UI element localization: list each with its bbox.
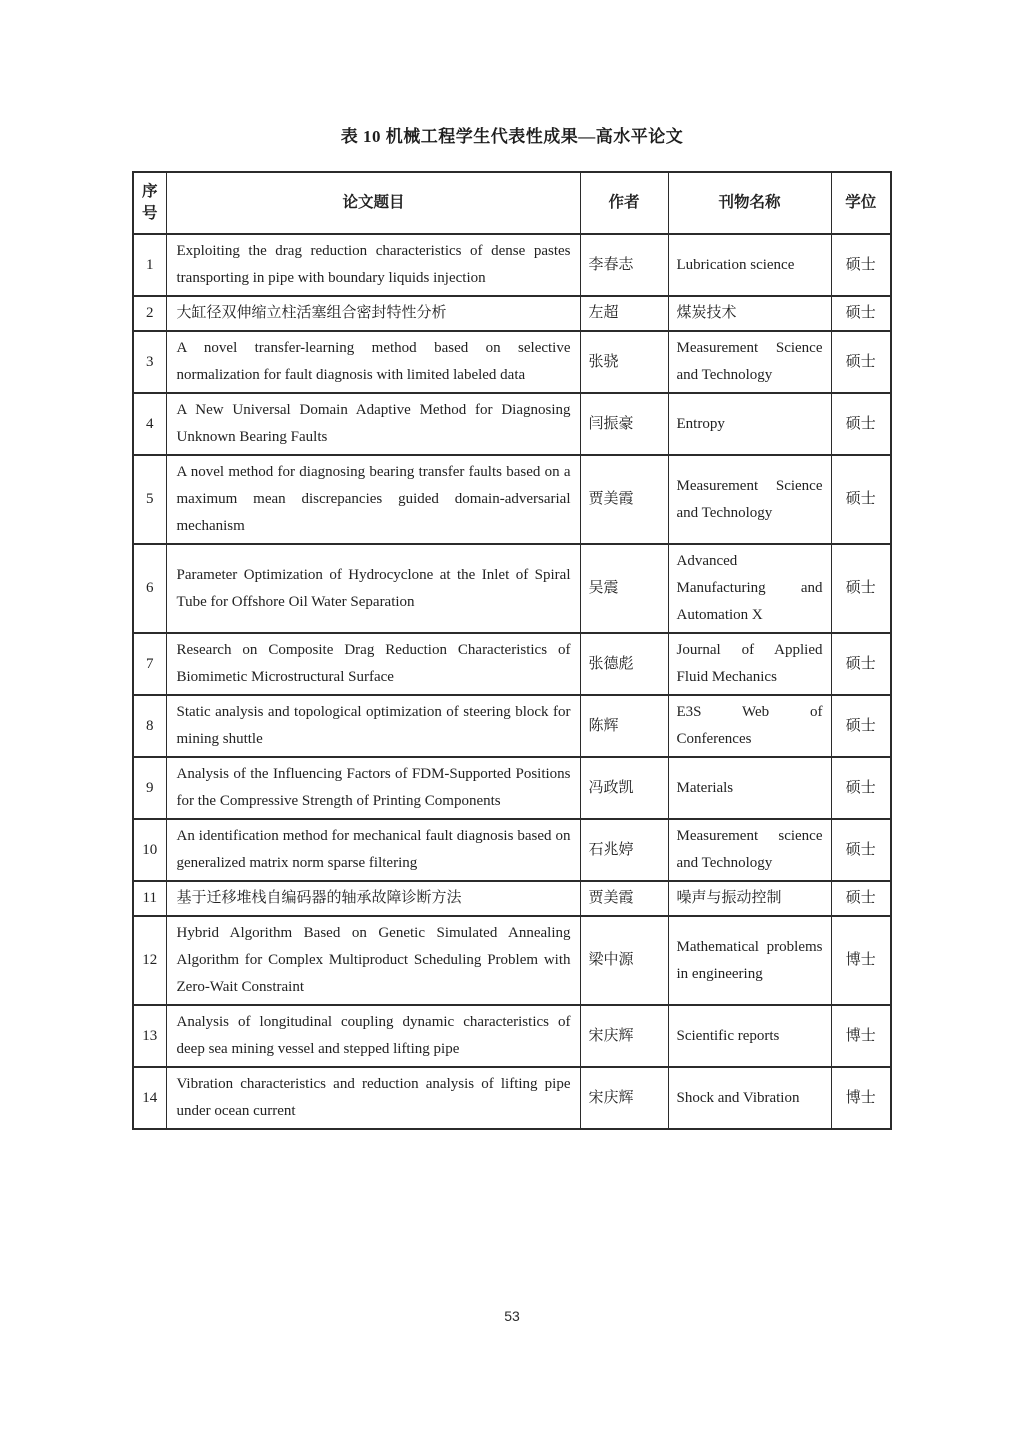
cell-author: 左超 <box>580 296 668 331</box>
cell-author: 陈辉 <box>580 695 668 757</box>
cell-title: Hybrid Algorithm Based on Genetic Simulated Annealing Algorithm for Complex Multiproduct Scheduling Problem with Zero-Wait Constraint <box>166 916 580 1005</box>
cell-degree: 博士 <box>831 1005 891 1067</box>
cell-journal: Entropy <box>668 393 831 455</box>
cell-degree: 硕士 <box>831 633 891 695</box>
cell-index: 13 <box>133 1005 166 1067</box>
cell-index: 4 <box>133 393 166 455</box>
cell-title: Static analysis and topological optimization of steering block for mining shuttle <box>166 695 580 757</box>
papers-table <box>132 171 892 1130</box>
paper-row <box>133 757 891 819</box>
paper-row <box>133 1005 891 1067</box>
header-degree: 学位 <box>831 172 891 234</box>
cell-journal: E3S Web of Conferences <box>668 695 831 757</box>
cell-degree: 博士 <box>831 1067 891 1129</box>
paper-row <box>133 695 891 757</box>
paper-row <box>133 916 891 1005</box>
cell-title: Research on Composite Drag Reduction Characteristics of Biomimetic Microstructural Surface <box>166 633 580 695</box>
table-header-row <box>133 172 891 234</box>
cell-index: 6 <box>133 544 166 633</box>
cell-degree: 硕士 <box>831 757 891 819</box>
cell-title: 基于迁移堆栈自编码器的轴承故障诊断方法 <box>166 881 580 916</box>
cell-degree: 硕士 <box>831 393 891 455</box>
cell-index: 11 <box>133 881 166 916</box>
cell-title: Parameter Optimization of Hydrocyclone at the Inlet of Spiral Tube for Offshore Oil Water Separation <box>166 544 580 633</box>
cell-degree: 硕士 <box>831 819 891 881</box>
cell-journal: Measurement Science and Technology <box>668 331 831 393</box>
cell-title: 大缸径双伸缩立柱活塞组合密封特性分析 <box>166 296 580 331</box>
cell-degree: 硕士 <box>831 331 891 393</box>
cell-degree: 硕士 <box>831 455 891 544</box>
cell-author: 李春志 <box>580 234 668 296</box>
header-author: 作者 <box>580 172 668 234</box>
cell-journal: Journal of Applied Fluid Mechanics <box>668 633 831 695</box>
cell-journal: Scientific reports <box>668 1005 831 1067</box>
cell-author: 张骁 <box>580 331 668 393</box>
table-caption: 表 10 机械工程学生代表性成果—高水平论文 <box>340 127 684 146</box>
cell-title: Analysis of the Influencing Factors of FDM-Supported Positions for the Compressive Strength of Printing Components <box>166 757 580 819</box>
cell-index: 8 <box>133 695 166 757</box>
cell-journal: 噪声与振动控制 <box>668 881 831 916</box>
header-index: 序号 <box>133 172 166 234</box>
page-number: 53 <box>504 1308 520 1324</box>
paper-row <box>133 819 891 881</box>
cell-index: 10 <box>133 819 166 881</box>
cell-journal: 煤炭技术 <box>668 296 831 331</box>
cell-index: 3 <box>133 331 166 393</box>
paper-row <box>133 1067 891 1129</box>
cell-journal: Mathematical problems in engineering <box>668 916 831 1005</box>
cell-author: 贾美霞 <box>580 455 668 544</box>
cell-degree: 硕士 <box>831 695 891 757</box>
cell-title: A New Universal Domain Adaptive Method for Diagnosing Unknown Bearing Faults <box>166 393 580 455</box>
cell-author: 闫振豪 <box>580 393 668 455</box>
cell-title: Analysis of longitudinal coupling dynamic characteristics of deep sea mining vessel and stepped lifting pipe <box>166 1005 580 1067</box>
cell-index: 2 <box>133 296 166 331</box>
cell-journal: Measurement science and Technology <box>668 819 831 881</box>
cell-index: 12 <box>133 916 166 1005</box>
header-title: 论文题目 <box>166 172 580 234</box>
cell-title: A novel transfer-learning method based on selective normalization for fault diagnosis with limited labeled data <box>166 331 580 393</box>
cell-author: 吴震 <box>580 544 668 633</box>
cell-journal: Advanced Manufacturing and Automation X <box>668 544 831 633</box>
cell-author: 贾美霞 <box>580 881 668 916</box>
cell-journal: Shock and Vibration <box>668 1067 831 1129</box>
cell-author: 宋庆辉 <box>580 1067 668 1129</box>
cell-author: 梁中源 <box>580 916 668 1005</box>
paper-row <box>133 455 891 544</box>
paper-row <box>133 331 891 393</box>
cell-journal: Lubrication science <box>668 234 831 296</box>
cell-author: 石兆婷 <box>580 819 668 881</box>
cell-journal: Materials <box>668 757 831 819</box>
paper-row <box>133 296 891 331</box>
papers-tbody <box>133 234 891 1129</box>
paper-row <box>133 633 891 695</box>
cell-author: 宋庆辉 <box>580 1005 668 1067</box>
cell-index: 5 <box>133 455 166 544</box>
cell-journal: Measurement Science and Technology <box>668 455 831 544</box>
cell-author: 张德彪 <box>580 633 668 695</box>
cell-degree: 硕士 <box>831 544 891 633</box>
paper-row <box>133 234 891 296</box>
cell-title: A novel method for diagnosing bearing transfer faults based on a maximum mean discrepancies guided domain-adversarial mechanism <box>166 455 580 544</box>
paper-row <box>133 393 891 455</box>
cell-title: Exploiting the drag reduction characteristics of dense pastes transporting in pipe with boundary liquids injection <box>166 234 580 296</box>
cell-degree: 博士 <box>831 916 891 1005</box>
cell-author: 冯政凯 <box>580 757 668 819</box>
cell-degree: 硕士 <box>831 234 891 296</box>
cell-degree: 硕士 <box>831 296 891 331</box>
paper-row <box>133 881 891 916</box>
cell-index: 9 <box>133 757 166 819</box>
cell-index: 7 <box>133 633 166 695</box>
cell-title: An identification method for mechanical fault diagnosis based on generalized matrix norm sparse filtering <box>166 819 580 881</box>
paper-row <box>133 544 891 633</box>
header-journal: 刊物名称 <box>668 172 831 234</box>
cell-index: 14 <box>133 1067 166 1129</box>
cell-index: 1 <box>133 234 166 296</box>
cell-title: Vibration characteristics and reduction analysis of lifting pipe under ocean current <box>166 1067 580 1129</box>
cell-degree: 硕士 <box>831 881 891 916</box>
